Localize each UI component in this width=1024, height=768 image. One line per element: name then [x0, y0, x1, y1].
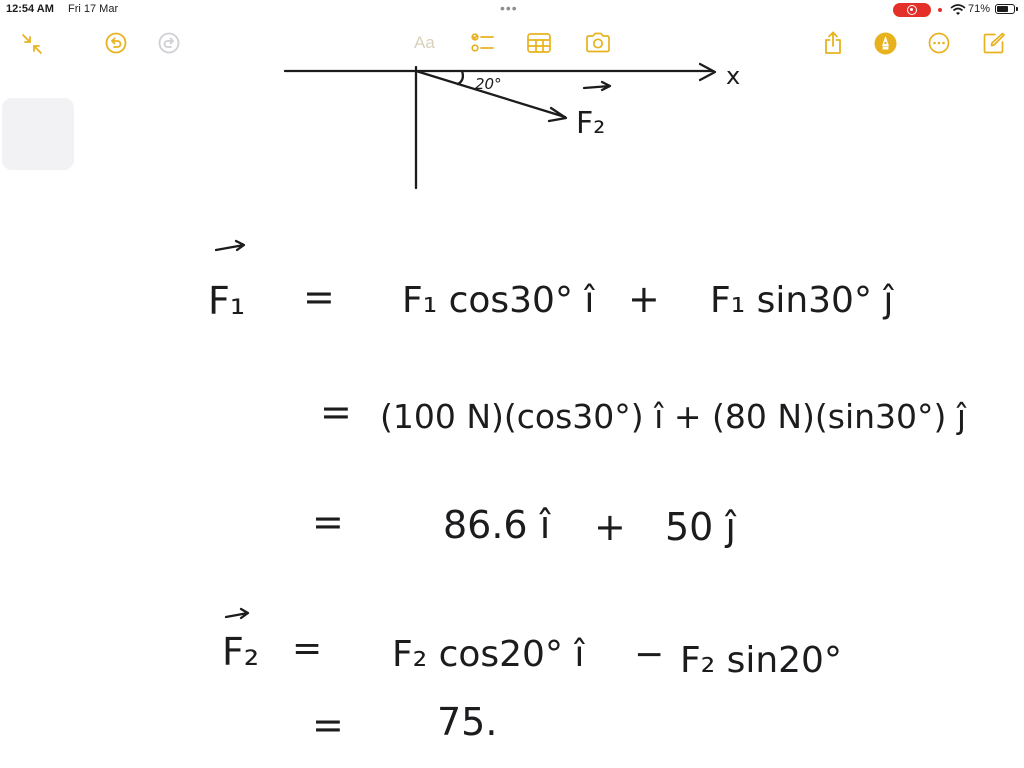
eq2-expression: (100 N)(cos30°) î + (80 N)(sin30°) ĵ — [380, 397, 967, 436]
eq5-equals: = — [312, 703, 344, 747]
eq4-equals: = — [292, 628, 323, 669]
eq4-lhs: F₂ — [222, 630, 260, 674]
eq1-operator: + — [628, 277, 660, 321]
eq3-term1: 86.6 î — [443, 503, 551, 547]
eq4-term1: F₂ cos20° î — [392, 634, 585, 675]
eq1-equals: = — [303, 275, 335, 319]
x-axis-label: x — [726, 62, 741, 90]
eq3-term2: 50 ĵ — [665, 505, 736, 549]
eq5-partial: 75. — [437, 700, 498, 744]
eq4-operator: − — [634, 634, 665, 675]
format-text-button[interactable]: Aa — [414, 33, 435, 52]
angle-label: 20° — [475, 75, 502, 93]
eq1-term2: F₁ sin30° ĵ — [710, 280, 894, 321]
multitasking-dots-icon[interactable]: ••• — [500, 0, 518, 16]
eq4-term2: F₂ sin20° — [680, 640, 842, 681]
battery-percentage: 71% — [968, 3, 991, 15]
angle-arc — [458, 71, 463, 84]
f2-diagram-vector-arrow — [584, 82, 610, 90]
eq1-term1: F₁ cos30° î — [402, 280, 595, 321]
f2-vector-arrow — [226, 609, 248, 618]
eq3-operator: + — [594, 505, 626, 549]
eq3-equals: = — [312, 500, 344, 544]
eq2-equals: = — [320, 390, 352, 434]
f1-vector-arrow — [216, 241, 244, 250]
status-time: 12:54 AM — [6, 3, 54, 15]
status-date: Fri 17 Mar — [68, 3, 119, 15]
eq1-lhs: F₁ — [208, 279, 246, 323]
vector-f2-label: F₂ — [576, 106, 606, 141]
